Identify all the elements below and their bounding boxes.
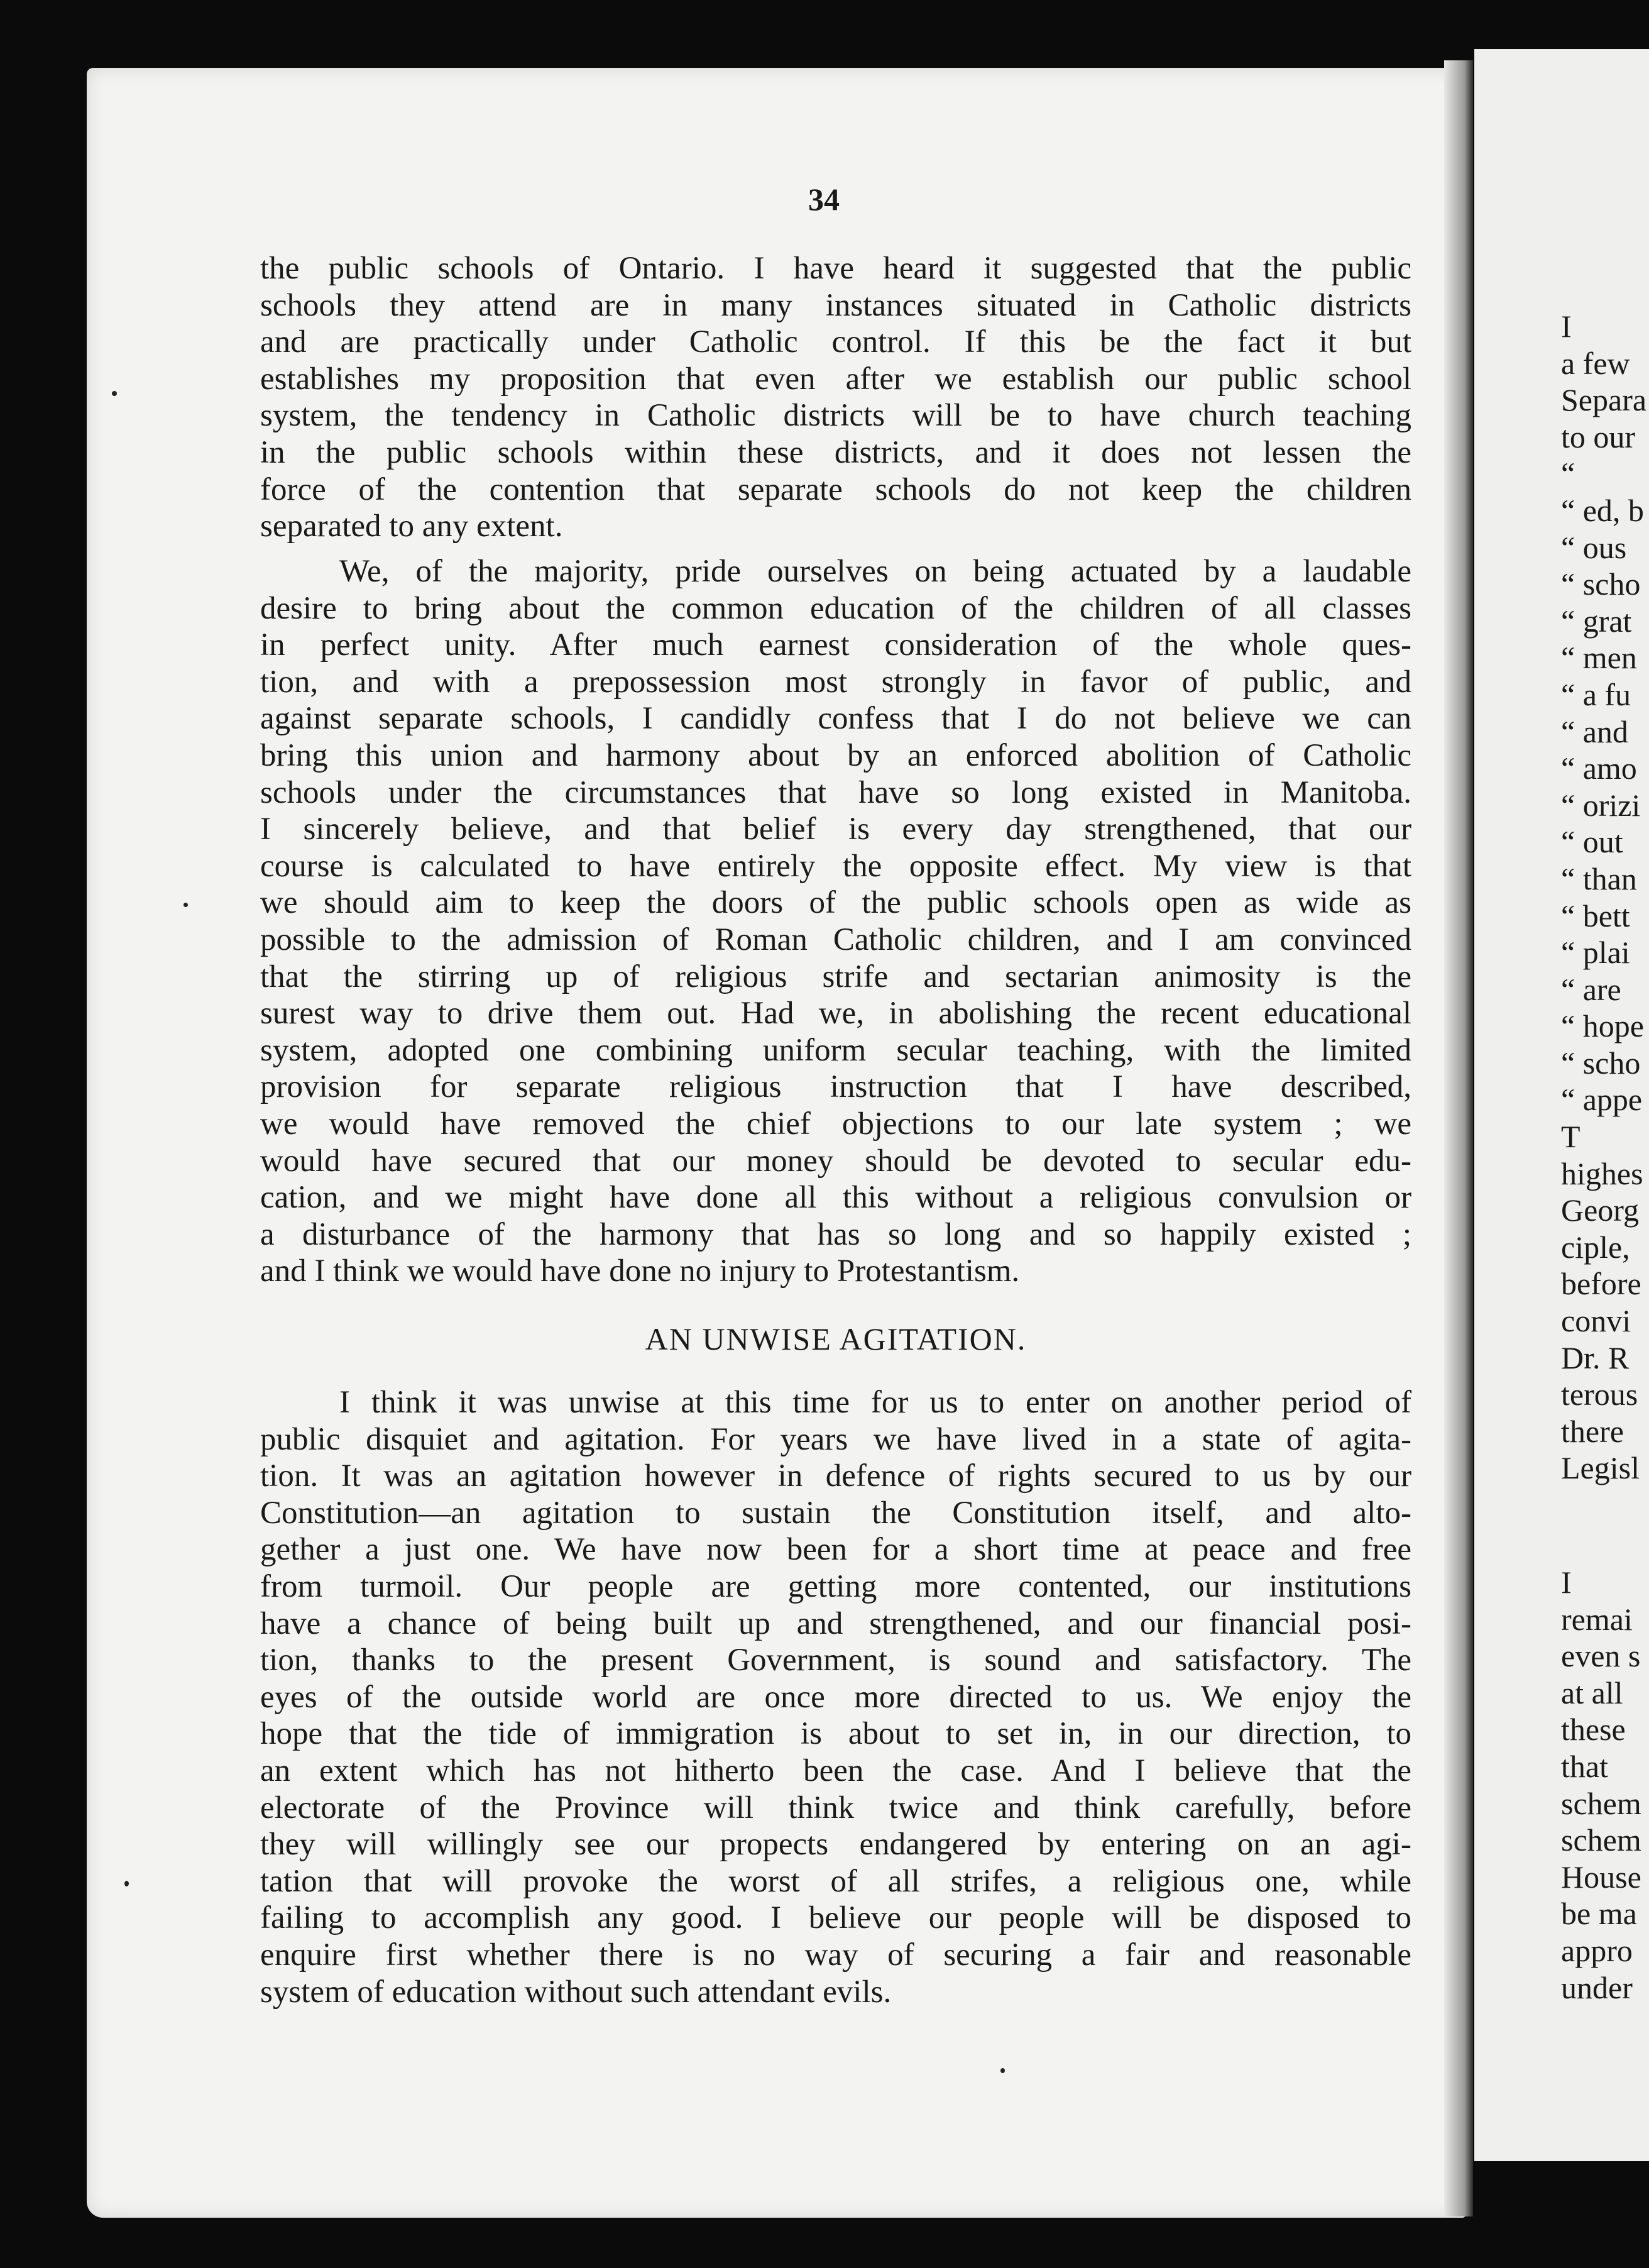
facing-text-line: I xyxy=(1561,1565,1572,1600)
facing-text-line: I xyxy=(1561,309,1572,344)
text-line: I think it was unwise at this time for us to enter on another period of xyxy=(339,1385,1411,1420)
facing-text-line: “ orizi xyxy=(1561,787,1641,823)
facing-text-line: terous xyxy=(1561,1377,1638,1412)
paragraph-2 xyxy=(260,553,1411,1290)
facing-page-text-1 xyxy=(1561,308,1649,1487)
facing-text-line: “ a fu xyxy=(1561,676,1631,712)
text-line: possible to the admission of Roman Catholic children, and I am convinced xyxy=(260,922,1411,957)
facing-text-line: “ and xyxy=(1561,713,1628,749)
text-line: separated to any extent. xyxy=(260,509,563,544)
facing-text-line: “ appe xyxy=(1561,1082,1643,1118)
text-line: that the stirring up of religious strife and sectarian animosity is the xyxy=(260,959,1411,994)
facing-text-line: even s xyxy=(1561,1638,1641,1674)
text-line: schools under the circumstances that have so long existed in Manitoba. xyxy=(260,774,1411,810)
facing-text-line: “ bett xyxy=(1561,898,1630,933)
text-line: and are practically under Catholic control. If this be the fact it but xyxy=(260,324,1411,360)
facing-text-line: Dr. R xyxy=(1561,1340,1630,1375)
text-line: system, the tendency in Catholic districts will be to have church teaching xyxy=(260,398,1411,434)
text-line: I sincerely believe, and that belief is every day strengthened, that our xyxy=(260,812,1411,847)
text-line: tion, and with a prepossession most strongly in favor of public, and xyxy=(260,664,1411,700)
text-line: cation, and we might have done all this without a religious convulsion or xyxy=(260,1180,1411,1216)
facing-text-line: “ ed, b xyxy=(1561,492,1644,528)
text-line: failing to accomplish any good. I believe our people will be disposed to xyxy=(260,1900,1411,1936)
print-speck xyxy=(184,903,188,907)
facing-text-line: “ out xyxy=(1561,824,1623,860)
facing-text-line: schem xyxy=(1561,1785,1641,1821)
text-line: they will willingly see our propects endangered by entering on an agi- xyxy=(260,1827,1411,1863)
text-line: from turmoil. Our people are getting more contented, our institutions xyxy=(260,1568,1411,1604)
text-line: against separate schools, I candidly confess that I do not believe we can xyxy=(260,701,1411,737)
facing-text-line: “ hope xyxy=(1561,1008,1644,1044)
facing-text-line: “ men xyxy=(1561,640,1637,676)
text-line: course is calculated to have entirely the opposite effect. My view is that xyxy=(260,848,1411,884)
facing-text-line: at all xyxy=(1561,1675,1623,1710)
facing-text-line: these xyxy=(1561,1712,1626,1748)
facing-text-line: a few xyxy=(1561,345,1630,381)
print-speck xyxy=(112,391,117,396)
paragraph-3 xyxy=(260,1384,1411,2010)
text-line: system of education without such attendant evils. xyxy=(260,1974,892,2010)
facing-text-line: “ amo xyxy=(1561,751,1637,786)
text-line: enquire first whether there is no way of securing a fair and reasonable xyxy=(260,1937,1411,1973)
text-line: We, of the majority, pride ourselves on being actuated by a laudable xyxy=(339,554,1411,589)
facing-text-line: under xyxy=(1561,1969,1633,2005)
facing-text-line: “ are xyxy=(1561,971,1621,1007)
text-line: an extent which has not hitherto been the case. And I believe that the xyxy=(260,1753,1411,1788)
text-line: a disturbance of the harmony that has so long and so happily existed ; xyxy=(260,1216,1411,1252)
facing-text-line: “ scho xyxy=(1561,566,1641,602)
facing-text-line: appro xyxy=(1561,1932,1633,1968)
facing-text-line: “ xyxy=(1561,456,1575,492)
text-line: gether a just one. We have now been for a short time at peace and free xyxy=(260,1532,1411,1568)
text-line: force of the contention that separate schools do not keep the children xyxy=(260,471,1411,507)
print-speck xyxy=(124,1881,129,1886)
facing-text-line: schem xyxy=(1561,1822,1641,1858)
text-line: public disquiet and agitation. For years we have lived in a state of agita- xyxy=(260,1421,1411,1457)
paragraph-1 xyxy=(260,250,1411,545)
text-line: tion, thanks to the present Government, is sound and satisfactory. The xyxy=(260,1643,1411,1678)
text-line: eyes of the outside world are once more directed to us. We enjoy the xyxy=(260,1679,1411,1715)
facing-text-line: Legisl xyxy=(1561,1450,1640,1486)
facing-text-line: there xyxy=(1561,1413,1624,1449)
facing-text-line: Separa xyxy=(1561,382,1647,418)
facing-text-line: “ scho xyxy=(1561,1045,1641,1081)
facing-text-line: to our xyxy=(1561,419,1636,454)
section-heading: AN UNWISE AGITATION. xyxy=(645,1321,1027,1357)
facing-text-line: remai xyxy=(1561,1601,1633,1637)
text-line: hope that the tide of immigration is about to set in, in our direction, to xyxy=(260,1716,1411,1752)
text-line: bring this union and harmony about by an enforced abolition of Catholic xyxy=(260,737,1411,773)
text-line: would have secured that our money should be devoted to secular edu- xyxy=(260,1143,1411,1179)
text-line: electorate of the Province will think twice and think carefully, before xyxy=(260,1790,1411,1825)
text-line: desire to bring about the common education of the children of all classes xyxy=(260,590,1411,626)
text-line: surest way to drive them out. Had we, in abolishing the recent educational xyxy=(260,996,1411,1032)
text-line: we would have removed the chief objections to our late system ; we xyxy=(260,1106,1411,1142)
facing-text-line: highes xyxy=(1561,1155,1643,1191)
text-line: schools they attend are in many instances situated in Catholic districts xyxy=(260,287,1411,323)
text-line: in the public schools within these districts, and it does not lessen the xyxy=(260,434,1411,470)
facing-text-line: T xyxy=(1561,1119,1581,1155)
text-line: in perfect unity. After much earnest consideration of the whole ques- xyxy=(260,627,1411,663)
text-line: tation that will provoke the worst of all strifes, a religious one, while xyxy=(260,1863,1411,1899)
facing-text-line: before xyxy=(1561,1266,1641,1302)
facing-text-line: convi xyxy=(1561,1303,1631,1339)
text-line: have a chance of being built up and strengthened, and our financial posi- xyxy=(260,1605,1411,1641)
text-line: establishes my proposition that even after we establish our public school xyxy=(260,361,1411,397)
facing-text-line: be ma xyxy=(1561,1896,1637,1932)
facing-text-line: Georg xyxy=(1561,1192,1640,1228)
facing-text-line: “ than xyxy=(1561,861,1637,896)
text-line: and I think we would have done no injury to Protestantism. xyxy=(260,1253,1020,1289)
facing-text-line: “ grat xyxy=(1561,603,1632,639)
text-line: system, adopted one combining uniform secular teaching, with the limited xyxy=(260,1032,1411,1068)
text-line: provision for separate religious instruction that I have described, xyxy=(260,1069,1411,1105)
text-line: we should aim to keep the doors of the public schools open as wide as xyxy=(260,885,1411,921)
text-line: tion. It was an agitation however in defence of rights secured to us by our xyxy=(260,1458,1411,1494)
facing-text-line: ciple, xyxy=(1561,1229,1630,1265)
text-line: the public schools of Ontario. I have heard it suggested that the public xyxy=(260,251,1411,286)
facing-text-line: House xyxy=(1561,1859,1641,1895)
print-speck xyxy=(1000,2068,1005,2073)
facing-text-line: “ plai xyxy=(1561,935,1630,971)
facing-text-line: “ ous xyxy=(1561,529,1627,565)
page-number: 34 xyxy=(808,182,840,217)
text-line: Constitution—an agitation to sustain the Constitution itself, and alto- xyxy=(260,1495,1411,1531)
facing-page-text-2 xyxy=(1561,1564,1649,2006)
facing-text-line: that xyxy=(1561,1748,1608,1784)
page-gutter xyxy=(1444,60,1473,2216)
